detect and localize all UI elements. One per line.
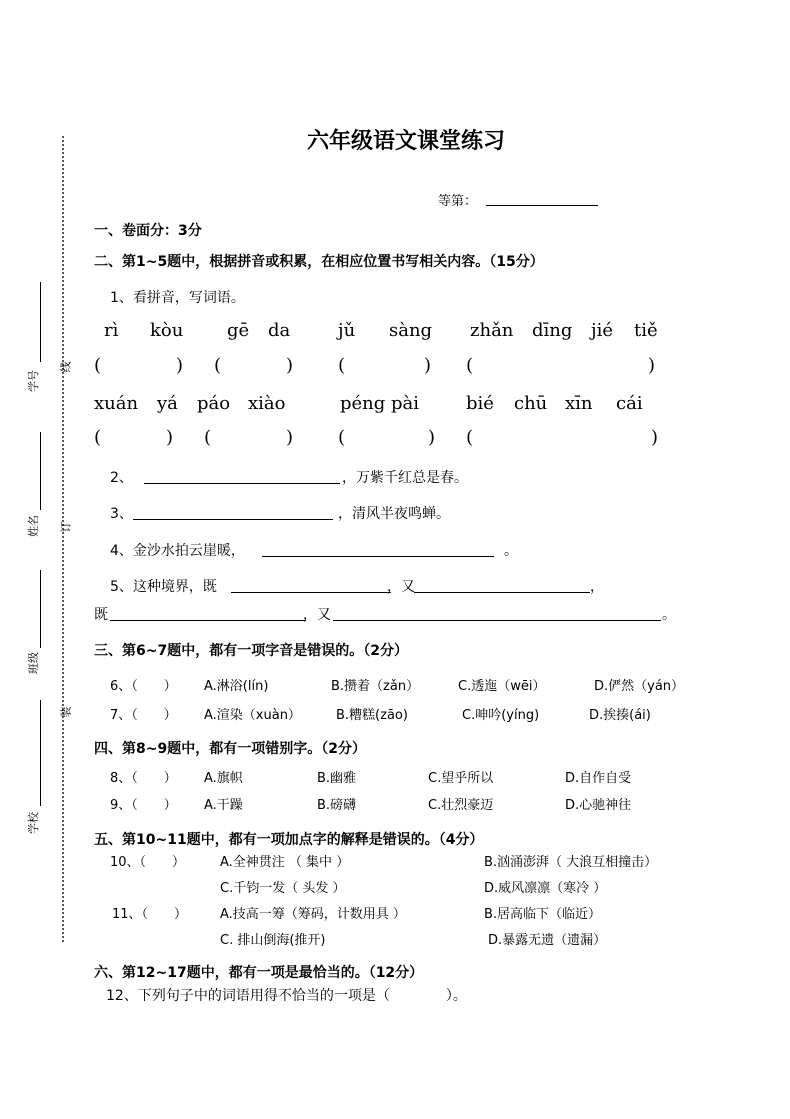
answer-close: ) xyxy=(286,427,294,448)
pinyin: kòu xyxy=(150,320,184,341)
answer-open: ( xyxy=(94,427,102,448)
student-number-label: 学号 xyxy=(27,370,40,392)
q5-blank-2[interactable] xyxy=(414,592,590,593)
answer-slot[interactable] xyxy=(108,356,172,378)
q9-option-b: B.磅礴 xyxy=(317,798,357,813)
q5-blank-1[interactable] xyxy=(231,592,391,593)
q9-option-d: D.心驰神往 xyxy=(565,798,632,813)
q2-tail: ，万紫千红总是春。 xyxy=(342,470,468,486)
pinyin: xiào xyxy=(248,393,286,414)
q6-number[interactable]: 6、（ ） xyxy=(110,679,177,694)
answer-open: ( xyxy=(214,355,222,376)
q11-option-a: A.技高一筹（筹码，计数用具 ） xyxy=(220,907,406,922)
school-label: 学校 xyxy=(27,812,40,834)
q7-option-c: C.呻吟(yíng) xyxy=(462,708,540,723)
pinyin: sàng xyxy=(389,320,433,341)
q10-option-d: D.威风凛凛（寒冷 ） xyxy=(484,881,607,896)
q12-text: 12、下列句子中的词语用得不恰当的一项是（ ）。 xyxy=(106,988,467,1004)
binding-dotted-line xyxy=(62,136,64,942)
section-2-heading: 二、第1~5题中，根据拼音或积累，在相应位置书写相关内容。（15分） xyxy=(94,254,544,270)
answer-open: ( xyxy=(338,355,346,376)
answer-slot[interactable] xyxy=(218,428,282,450)
q8-option-a: A.旗帜 xyxy=(204,771,243,786)
q7-number[interactable]: 7、（ ） xyxy=(110,708,177,723)
q11-number[interactable]: 11、（ ） xyxy=(112,907,188,922)
answer-close: ) xyxy=(648,355,656,376)
pinyin: bié xyxy=(466,393,494,414)
q10-option-c: C.千钧一发（ 头发 ） xyxy=(220,881,346,896)
q5-text-c: ， xyxy=(590,579,604,595)
q9-number[interactable]: 9、（ ） xyxy=(110,798,177,813)
q6-option-b: B.攒着（zǎn） xyxy=(331,679,420,694)
pinyin: da xyxy=(268,320,291,341)
school-field[interactable] xyxy=(40,700,41,806)
pinyin: tiě xyxy=(634,320,658,341)
q5-text-e: ，又 xyxy=(303,607,331,623)
pinyin: cái xyxy=(616,393,643,414)
class-label: 班级 xyxy=(27,652,40,674)
pinyin: xuán xyxy=(94,393,139,414)
q5-text-d: 既 xyxy=(94,607,108,623)
q3-number: 3、 xyxy=(110,506,133,522)
q10-option-a: A.全神贯注 （ 集中 ） xyxy=(220,855,350,870)
answer-slot[interactable] xyxy=(480,428,646,450)
q6-option-a: A.淋浴(lín) xyxy=(204,679,269,694)
q5-text-a: 5、这种境界，既 xyxy=(110,579,217,595)
q6-option-c: C.透迤（wēi） xyxy=(458,679,546,694)
pinyin: jié xyxy=(591,320,613,341)
pinyin: jǔ xyxy=(338,320,356,341)
q3-blank[interactable] xyxy=(133,519,333,520)
q3-tail: ，清风半夜鸣蝉。 xyxy=(338,506,450,522)
section-1-heading: 一、卷面分：3分 xyxy=(94,223,202,239)
student-number-field[interactable] xyxy=(40,282,41,362)
name-label: 姓名 xyxy=(27,515,40,537)
q8-number[interactable]: 8、（ ） xyxy=(110,771,177,786)
answer-slot[interactable] xyxy=(108,428,162,450)
q8-option-d: D.自作自受 xyxy=(565,771,632,786)
answer-slot[interactable] xyxy=(228,356,282,378)
page-title: 六年级语文课堂练习 xyxy=(306,128,505,154)
answer-slot[interactable] xyxy=(480,356,644,378)
q5-blank-3[interactable] xyxy=(110,620,306,621)
pinyin: páo xyxy=(197,393,231,414)
pinyin: péng pài xyxy=(340,393,420,414)
answer-close: ) xyxy=(286,355,294,376)
class-field[interactable] xyxy=(40,570,41,648)
name-field[interactable] xyxy=(40,432,41,510)
q8-option-b: B.幽雅 xyxy=(317,771,357,786)
answer-close: ) xyxy=(651,427,659,448)
q11-option-c: C. 排山倒海(推开) xyxy=(220,933,326,948)
q5-text-f: 。 xyxy=(662,607,676,623)
answer-open: ( xyxy=(466,427,474,448)
q4-text: 4、金沙水拍云崖暖， xyxy=(110,543,245,559)
answer-open: ( xyxy=(466,355,474,376)
q7-option-a: A.渲染（xuàn） xyxy=(204,708,301,723)
pinyin: yá xyxy=(157,393,178,414)
q2-number: 2、 xyxy=(110,470,133,486)
q10-option-b: B.汹涌澎湃（ 大浪互相撞击） xyxy=(484,855,658,870)
q4-tail: 。 xyxy=(504,543,518,559)
q1-label: 1、看拼音，写词语。 xyxy=(110,290,245,306)
binding-mark-line: 线 xyxy=(59,361,73,373)
pinyin: rì xyxy=(104,320,119,341)
binding-mark-staple: 订 xyxy=(59,521,73,533)
section-3-heading: 三、第6~7题中，都有一项字音是错误的。（2分） xyxy=(94,643,408,659)
q9-option-c: C.壮烈豪迈 xyxy=(428,798,494,813)
grade-blank[interactable] xyxy=(486,205,598,206)
answer-open: ( xyxy=(338,427,346,448)
pinyin: zhǎn xyxy=(470,320,514,341)
q11-option-b: B.居高临下（临近） xyxy=(484,907,602,922)
answer-slot[interactable] xyxy=(352,428,424,450)
answer-close: ) xyxy=(424,355,432,376)
pinyin: dīng xyxy=(532,320,573,341)
pinyin: gē xyxy=(227,320,250,341)
answer-close: ) xyxy=(176,355,184,376)
answer-open: ( xyxy=(94,355,102,376)
pinyin: chū xyxy=(514,393,548,414)
section-6-heading: 六、第12~17题中，都有一项是最恰当的。（12分） xyxy=(94,965,424,981)
q6-option-d: D.俨然（yán） xyxy=(594,679,685,694)
q9-option-a: A.干躁 xyxy=(204,798,243,813)
q10-number[interactable]: 10、（ ） xyxy=(110,855,186,870)
q2-blank[interactable] xyxy=(144,483,340,484)
q5-blank-4[interactable] xyxy=(333,620,661,621)
section-4-heading: 四、第8~9题中，都有一项错别字。（2分） xyxy=(94,741,366,757)
q7-option-d: D.挨揍(ái) xyxy=(589,708,651,723)
binding-mark-bind: 装 xyxy=(59,706,73,718)
pinyin: xīn xyxy=(565,393,593,414)
answer-open: ( xyxy=(204,427,212,448)
grade-label: 等第： xyxy=(438,194,478,209)
answer-slot[interactable] xyxy=(352,356,420,378)
q7-option-b: B.糟糕(zāo) xyxy=(336,708,408,723)
q5-text-b: ，又 xyxy=(387,579,415,595)
q11-option-d: D.暴露无遗（遗漏） xyxy=(488,933,607,948)
answer-close: ) xyxy=(166,427,174,448)
q4-blank[interactable] xyxy=(262,556,494,557)
q8-option-c: C.望乎所以 xyxy=(428,771,494,786)
section-5-heading: 五、第10~11题中，都有一项加点字的解释是错误的。（4分） xyxy=(94,832,484,848)
answer-close: ) xyxy=(428,427,436,448)
